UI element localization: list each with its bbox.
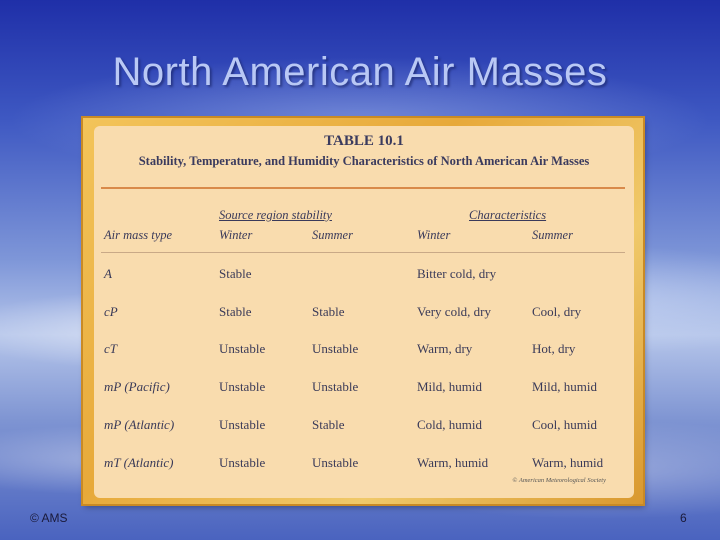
column-header-air-mass: Air mass type	[104, 228, 173, 242]
table-cell: Stable	[312, 303, 345, 319]
header-rule	[101, 187, 625, 189]
table-cell: Mild, humid	[417, 379, 483, 395]
table-cell: Warm, humid	[417, 454, 489, 470]
table-cell: Mild, humid	[532, 379, 598, 395]
column-header-char-summer: Summer	[532, 228, 573, 242]
table-cell: Unstable	[312, 454, 359, 470]
air-mass-type-cell: cT	[104, 341, 117, 357]
page-number: 6	[680, 511, 687, 525]
table-cell: Hot, dry	[532, 341, 576, 357]
table-cell: Unstable	[219, 341, 266, 357]
table-number: TABLE 10.1	[324, 133, 404, 149]
table-cell: Bitter cold, dry	[417, 266, 497, 281]
air-mass-type-cell: mT (Atlantic)	[104, 454, 174, 470]
table-header	[94, 126, 634, 170]
air-mass-type-cell: cP	[104, 303, 118, 319]
table-cell: Warm, dry	[417, 341, 473, 357]
table-cell: Very cold, dry	[417, 303, 492, 319]
table-cell: Unstable	[219, 454, 266, 470]
table-cell: Stable	[219, 266, 252, 281]
table-cell: Warm, humid	[532, 454, 604, 470]
table-caption: Stability, Temperature, and Humidity Characteristics of North American Air Masses	[138, 154, 590, 168]
table-cell: Cool, dry	[532, 303, 582, 319]
column-header-stability-winter: Winter	[219, 228, 253, 242]
column-header-stability-summer: Summer	[312, 228, 353, 242]
air-mass-type-cell: mP (Atlantic)	[104, 416, 175, 432]
group-header-characteristics: Characteristics	[469, 208, 547, 222]
footer-copyright: © AMS	[30, 511, 68, 525]
table-image-frame	[83, 118, 643, 504]
slide-title: North American Air Masses	[112, 50, 608, 94]
table-cell: Cool, humid	[532, 416, 598, 432]
column-header-char-winter: Winter	[417, 228, 451, 242]
table-cell: Unstable	[219, 379, 266, 395]
air-mass-type-cell: mP (Pacific)	[104, 379, 170, 395]
table-cell: Cold, humid	[417, 416, 483, 432]
table-panel	[94, 126, 634, 498]
column-header-rule	[101, 252, 625, 253]
table-cell: Unstable	[219, 416, 266, 432]
table-cell: Unstable	[312, 341, 359, 357]
table-cell: Stable	[312, 416, 345, 432]
table-cell: Stable	[219, 303, 252, 319]
group-header-stability: Source region stability	[219, 208, 332, 222]
copyright-credit: © American Meteorological Society	[512, 477, 606, 484]
air-mass-type-cell: A	[104, 266, 112, 281]
table-cell: Unstable	[312, 379, 359, 395]
